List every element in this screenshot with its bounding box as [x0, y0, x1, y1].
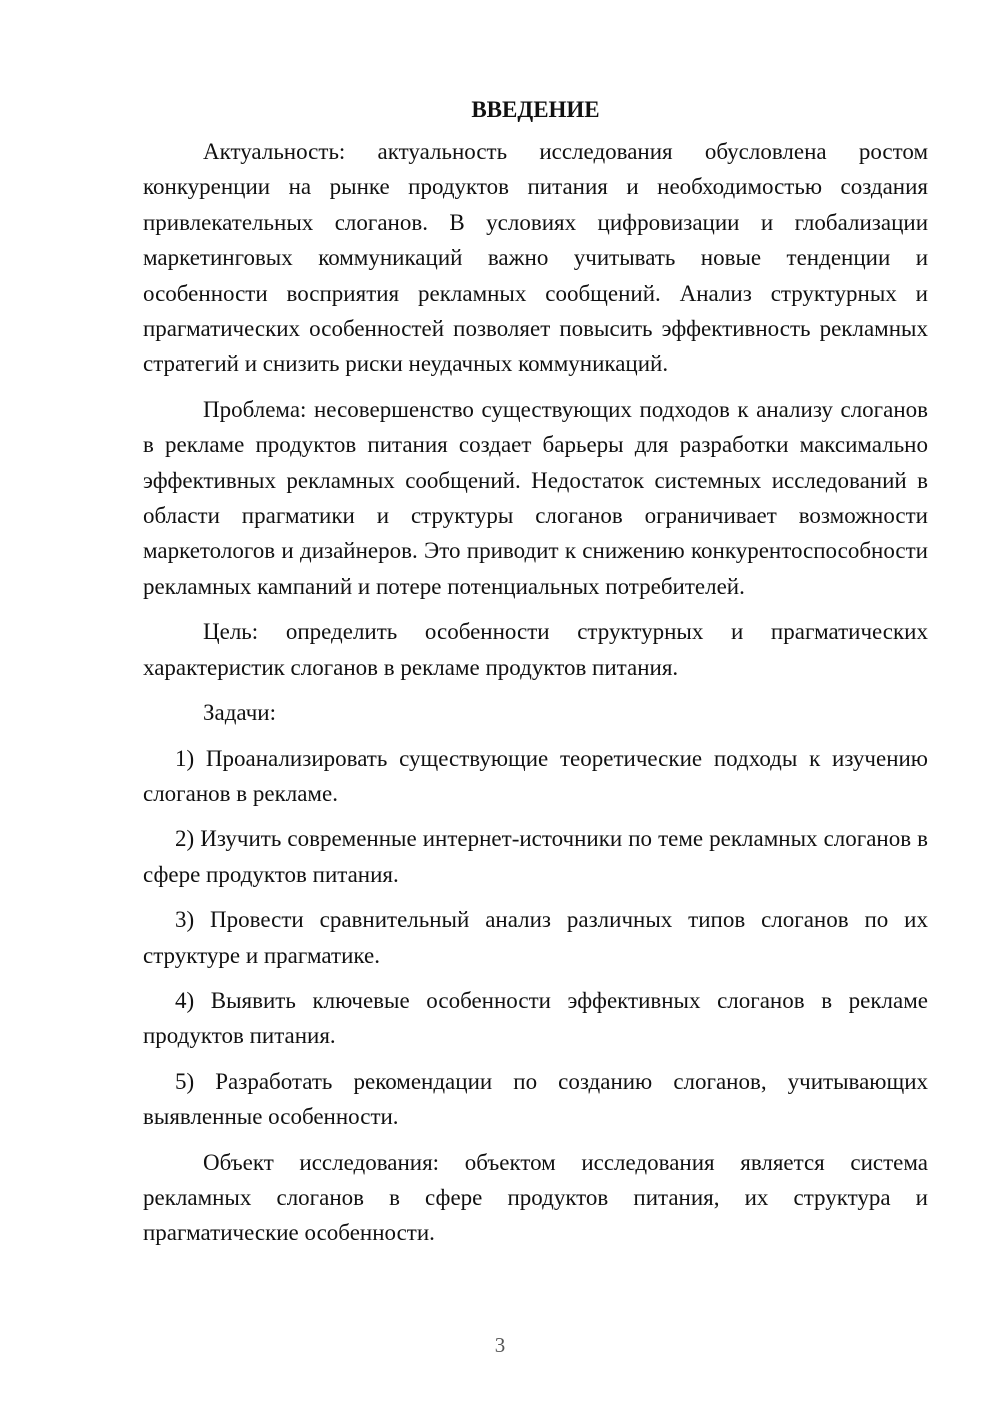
- tasks-heading: Задачи:: [203, 700, 276, 726]
- paragraph-problem: Проблема: несовершенство существующих подходов к анализу слоганов в рекламе продуктов питания создает барьеры для разработки максимально эффективных рекламных сообщений. Недостаток системных исследований в области прагматики и структуры слоганов ограничивает возможности маркетологов и дизайнеров. Это приводит к снижению конкурентоспособности рекламных кампаний и потере потенциальных потребителей.: [143, 396, 928, 599]
- page-number: 3: [494, 1333, 506, 1357]
- list-item: 4) Выявить ключевые особенности эффективных слоганов в рекламе продуктов питания.: [143, 987, 928, 1049]
- list-item: 5) Разработать рекомендации по созданию слоганов, учитывающих выявленные особенности.: [143, 1068, 928, 1130]
- list-item: 1) Проанализировать существующие теоретические подходы к изучению слоганов в рекламе.: [143, 745, 928, 806]
- section-title: ВВЕДЕНИЕ: [471, 97, 600, 122]
- document-page: [143, 92, 928, 1261]
- list-item: 3) Провести сравнительный анализ различных типов слоганов по их структуре и прагматике.: [143, 907, 928, 968]
- tasks-list: [143, 741, 928, 1135]
- paragraph-relevance: Актуальность: актуальность исследования обусловлена ростом конкуренции на рынке продуктов питания и необходимостью создания привлекательных слоганов. В условиях цифровизации и глобализации маркетинговых коммуникаций важно учитывать новые тенденции и особенности восприятия рекламных сообщений. Анализ структурных и прагматических особенностей позволяет повысить эффективность рекламных стратегий и снизить риски неудачных коммуникаций.: [143, 139, 928, 377]
- list-item: 2) Изучить современные интернет-источники по теме рекламных слоганов в сфере продуктов питания.: [143, 826, 928, 887]
- paragraph-goal: Цель: определить особенности структурных и прагматических характеристик слоганов в рекламе продуктов питания.: [143, 619, 928, 680]
- paragraph-object: Объект исследования: объектом исследования является система рекламных слоганов в сфере продуктов питания, их структура и прагматические особенности.: [143, 1149, 928, 1246]
